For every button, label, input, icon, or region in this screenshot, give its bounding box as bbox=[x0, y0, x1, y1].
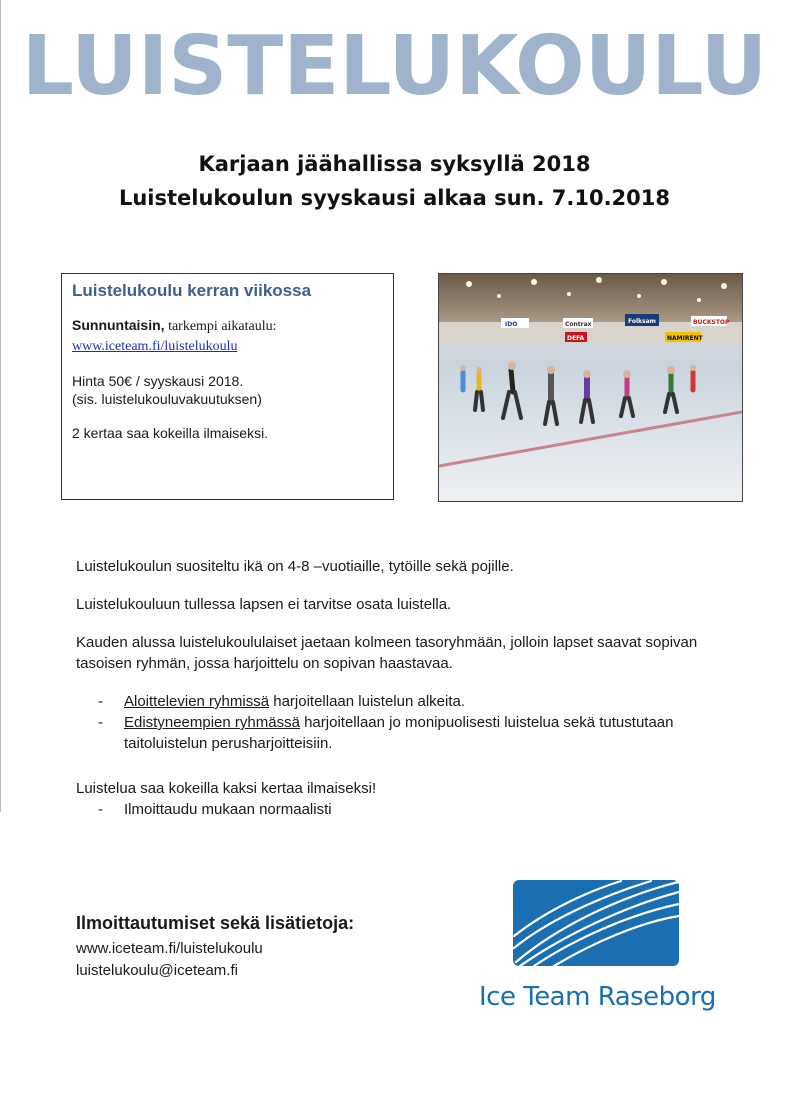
ice-rink-photo bbox=[438, 273, 743, 502]
groups-paragraph: Kauden alussa luistelukoululaiset jaetaan kolmeen tasoryhmään, jolloin lapset saavat sopivan tasoisen ryhmän, jossa harjoittelu on sopivan haastavaa. bbox=[76, 634, 698, 672]
trial-list bbox=[76, 799, 716, 820]
advanced-desc: harjoitellaan jo monipuolisesti luistelua sekä tutustutaan taitoluistelun perusharjoitteisiin. bbox=[124, 714, 674, 752]
contact-heading: Ilmoittautumiset sekä lisätietoja: bbox=[76, 913, 355, 933]
insurance-line: (sis. luistelukouluvakuutuksen) bbox=[72, 391, 262, 407]
banner-ido: IDO bbox=[505, 321, 518, 328]
schedule-link[interactable]: www.iceteam.fi/luistelukoulu bbox=[72, 339, 238, 354]
banner-contrax: Contrax bbox=[565, 321, 592, 328]
page-title: LUISTELUKOULU bbox=[21, 19, 768, 114]
price-line: Hinta 50€ / syyskausi 2018. bbox=[72, 373, 244, 389]
schedule-day: Sunnuntaisin, bbox=[72, 317, 165, 333]
subtitle-location: Karjaan jäähallissa syksyllä 2018 bbox=[198, 152, 591, 176]
age-paragraph: Luistelukoulun suositeltu ikä on 4-8 –vuotiaille, tytöille sekä pojille. bbox=[76, 558, 514, 575]
groups-list bbox=[76, 691, 716, 754]
body-text bbox=[76, 556, 716, 820]
banner-buckstop: BUCKSTOP bbox=[693, 319, 730, 326]
club-logo-text: Ice Team Raseborg bbox=[479, 982, 716, 1012]
logo-mark-icon bbox=[476, 878, 716, 978]
page-edge-line bbox=[0, 0, 1, 812]
contact-section bbox=[76, 912, 354, 982]
list-item bbox=[98, 691, 716, 712]
banner-defa: DEFA bbox=[567, 335, 585, 342]
contact-email: luistelukoulu@iceteam.fi bbox=[76, 962, 238, 979]
beginners-group: Aloittelevien ryhmissä bbox=[124, 693, 270, 710]
schedule-line bbox=[72, 316, 383, 336]
no-skill-paragraph: Luistelukouluun tullessa lapsen ei tarvitse osata luistella. bbox=[76, 596, 452, 613]
advanced-group: Edistyneempien ryhmässä bbox=[124, 714, 300, 731]
schedule-note: tarkempi aikataulu: bbox=[164, 319, 277, 334]
info-box bbox=[61, 273, 394, 500]
trial-paragraph: Luistelua saa kokeilla kaksi kertaa ilmaiseksi! bbox=[76, 780, 377, 797]
list-item: - Ilmoittaudu mukaan normaalisti bbox=[98, 799, 716, 820]
trial-line: 2 kertaa saa kokeilla ilmaiseksi. bbox=[72, 425, 269, 441]
list-item bbox=[98, 712, 716, 754]
beginners-desc: harjoitellaan luistelun alkeita. bbox=[269, 693, 466, 710]
banner-namirent: NAMIRENT bbox=[667, 335, 703, 342]
contact-web: www.iceteam.fi/luistelukoulu bbox=[76, 940, 263, 957]
subtitle-start-date: Luistelukoulun syyskausi alkaa sun. 7.10.2018 bbox=[118, 186, 671, 210]
info-box-heading: Luistelukoulu kerran viikossa bbox=[72, 281, 312, 300]
banner-folksam: Folksam bbox=[628, 318, 656, 325]
